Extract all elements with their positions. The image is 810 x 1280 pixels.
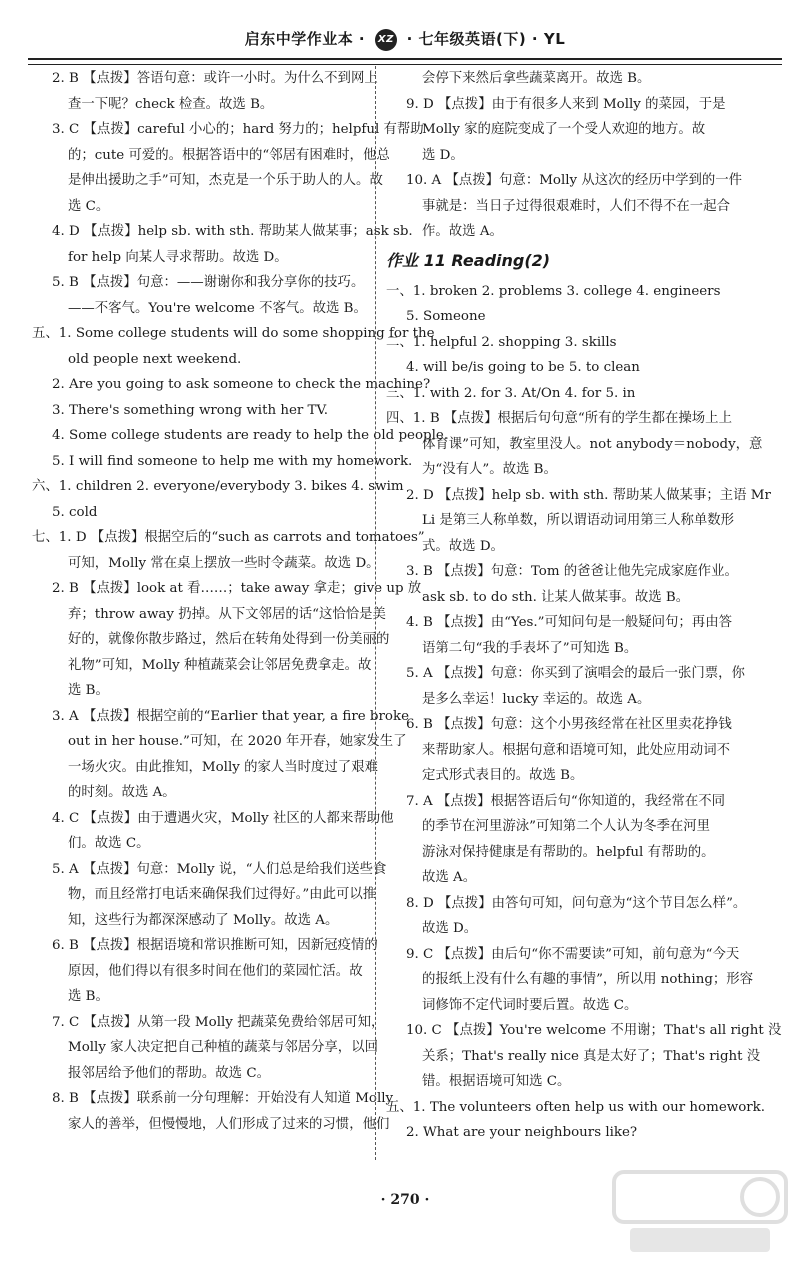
text-line: 体育课”可知，教室里没人。not anybody＝nobody，意 [422,436,763,452]
section-title: 作业 11 Reading(2) [386,250,551,270]
text-line: 的时刻。故选 A。 [68,785,176,800]
text-line: 10. C 【点拨】You're welcome 不用谢；That's all right 没 [406,1023,782,1038]
text-line: 5. I will find someone to help me with my homework. [52,453,413,469]
text-line: 会停下来然后拿些蔬菜离开。故选 B。 [422,71,651,86]
text-line: 语第二句“我的手表坏了”可知选 B。 [422,640,638,656]
text-line: 4. C 【点拨】由于遭遇火灾，Molly 社区的人都来帮助他 [52,810,394,826]
right-column-top [386,66,782,245]
text-line: 9. C 【点拨】由后句“你不需要读”可知，前句意为“今天 [406,946,740,962]
text-line: 三、1. with 2. for 3. At/On 4. for 5. in [386,385,636,401]
text-line: 5. A 【点拨】句意：Molly 说，“人们总是给我们送些食 [52,861,387,877]
text-line: 是多么幸运！lucky 幸运的。故选 A。 [422,691,651,707]
text-line: 6. B 【点拨】根据语境和常识推断可知，因新冠疫情的 [52,938,378,953]
text-line: 一场火灾。由此推知，Molly 的家人当时度过了艰难 [68,759,378,775]
text-line: 礼物”可知，Molly 种植蔬菜会让邻居免费拿走。故 [68,657,372,673]
text-line: ask sb. to do sth. 让某人做某事。故选 B。 [422,589,690,605]
text-line: 6. B 【点拨】句意：这个小男孩经常在社区里卖花挣钱 [406,717,732,732]
right-column-bottom [386,279,782,1146]
text-line: old people next weekend. [68,351,242,367]
text-line: 选 C。 [68,198,110,214]
text-line: 2. Are you going to ask someone to check the machine? [52,377,431,392]
text-line: 好的，就像你散步路过，然后在转角处得到一份美丽的 [68,632,390,647]
text-line: 5. cold [52,504,98,520]
text-line: 一、1. broken 2. problems 3. college 4. engineers [386,283,721,299]
right-column [386,66,782,1146]
text-line: 弃；throw away 扔掉。从下文邻居的话“这恰恰是美 [68,606,386,622]
text-line: 2. What are your neighbours like? [406,1125,638,1140]
text-line: 选 D。 [422,147,464,163]
text-line: Molly 家的庭院变成了一个受人欢迎的地方。故 [422,122,706,137]
text-line: 4. will be/is going to be 5. to clean [406,360,640,375]
text-line: 知，这些行为都深深感动了 Molly。故选 A。 [68,912,339,928]
text-line: 4. B 【点拨】由“Yes.”可知问句是一般疑问句；再由答 [406,615,732,630]
page-number: · 270 · [380,1192,430,1208]
text-line: 3. A 【点拨】根据空前的“Earlier that year, a fire broke [52,708,409,724]
page-header [28,10,782,60]
text-line: 故选 D。 [422,921,478,936]
text-line: 3. There's something wrong with her TV. [52,402,329,418]
text-line: 物，而且经常打电话来确保我们过得好。”由此可以推 [68,887,377,902]
text-line: 5. A 【点拨】句意：你买到了演唱会的最后一张门票，你 [406,666,745,681]
text-line: 作。故选 A。 [422,224,503,239]
text-line: 错。根据语境可知选 C。 [422,1074,571,1089]
text-line: 3. B 【点拨】句意：Tom 的爸爸让他先完成家庭作业。 [406,564,738,579]
text-line: 式。故选 D。 [422,538,504,554]
text-line: 8. D 【点拨】由答句可知，问句意为“这个节目怎么样”。 [406,895,747,911]
text-line: 7. A 【点拨】根据答语后句“你知道的，我经常在不同 [406,793,726,809]
text-line: 定式形式表目的。故选 B。 [422,768,584,783]
text-line: 2. B 【点拨】look at 看……；take away 拿走；give up 放 [52,581,422,596]
text-line: out in her house.”可知，在 2020 年开春，她家发生了 [68,734,407,749]
text-line: 词修饰不定代词时要后置。故选 C。 [422,997,638,1013]
text-line: 游泳对保持健康是有帮助的。helpful 有帮助的。 [422,844,715,860]
text-line: Li 是第三人称单数，所以谓语动词用第三人称单数形 [422,513,735,528]
text-line: 的；cute 可爱的。根据答语中的“邻居有困难时，他总 [68,147,390,163]
text-line: 8. B 【点拨】联系前一分句理解：开始没有人知道 Molly [52,1091,394,1106]
text-line: ——不客气。You're welcome 不客气。故选 B。 [68,300,367,316]
text-line: 五、1. Some college students will do some shopping for the [32,326,435,341]
text-line: 原因，他们得以有很多时间在他们的菜园忙活。故 [68,963,363,979]
column-divider [375,66,376,1160]
text-line: 4. Some college students are ready to help the old people. [52,428,449,443]
text-line: 来帮助家人。根据句意和语境可知，此处应用动词不 [422,742,730,758]
text-line: 5. Someone [406,309,486,324]
header-title [245,28,566,51]
text-line: 2. B 【点拨】答语句意：或许一小时。为什么不到网上 [52,71,378,86]
text-line: for help 向某人寻求帮助。故选 D。 [68,249,288,265]
text-line: Molly 家人决定把自己种植的蔬菜与邻居分享，以回 [68,1040,378,1055]
text-line: 五、1. The volunteers often help us with our homework. [386,1099,766,1115]
text-line: 选 B。 [68,683,109,698]
text-line: 4. D 【点拨】help sb. with sth. 帮助某人做某事；ask sb. [52,224,413,239]
text-line: 七、1. D 【点拨】根据空后的“such as carrots and tomatoes” [32,530,425,545]
text-line: 5. B 【点拨】句意：——谢谢你和我分享你的技巧。 [52,275,365,290]
text-line: 报邻居给予他们的帮助。故选 C。 [68,1065,270,1081]
text-line: 是伸出援助之手”可知，杰克是一个乐于助人的人。故 [68,173,383,188]
text-line: 为“没有人”。故选 B。 [422,462,557,477]
text-line: 2. D 【点拨】help sb. with sth. 帮助某人做某事；主语 Mr [406,487,771,503]
text-line: 查一下呢？check 检查。故选 B。 [68,96,274,112]
text-line: 家人的善举，但慢慢地，人们形成了过来的习惯，他们 [68,1116,390,1132]
text-line: 选 B。 [68,989,109,1004]
text-line: 故选 A。 [422,870,477,885]
text-line: 的季节在河里游泳”可知第二个人认为冬季在河里 [422,819,711,834]
watermark-logo [610,1168,790,1258]
text-line: 7. C 【点拨】从第一段 Molly 把蔬菜免费给邻居可知， [52,1014,385,1030]
text-line: 可知，Molly 常在桌上摆放一些时令蔬菜。故选 D。 [68,555,380,571]
text-line: 的报纸上没有什么有趣的事情”，所以用 nothing；形容 [422,972,754,987]
header-title-right: · 七年级英语(下) · YL [400,30,566,48]
text-line: 9. D 【点拨】由于有很多人来到 Molly 的菜园，于是 [406,96,726,112]
text-line: 关系；That's really nice 真是太好了；That's right 没 [422,1048,761,1064]
text-line: 二、1. helpful 2. shopping 3. skills [386,334,617,350]
text-line: 10. A 【点拨】句意：Molly 从这次的经历中学到的一件 [406,173,743,188]
publisher-logo-icon: XZ [375,29,397,51]
header-title-left: 启东中学作业本 · [244,30,371,48]
text-line: 六、1. children 2. everyone/everybody 3. bikes 4. swim [32,479,404,494]
header-rule [28,58,782,65]
text-line: 3. C 【点拨】careful 小心的；hard 努力的；helpful 有帮助 [52,122,424,137]
text-line: 四、1. B 【点拨】根据后句句意“所有的学生都在操场上上 [386,411,732,426]
text-line: 事就是：当日子过得很艰难时，人们不得不在一起合 [422,198,730,214]
text-line: 们。故选 C。 [68,836,150,851]
